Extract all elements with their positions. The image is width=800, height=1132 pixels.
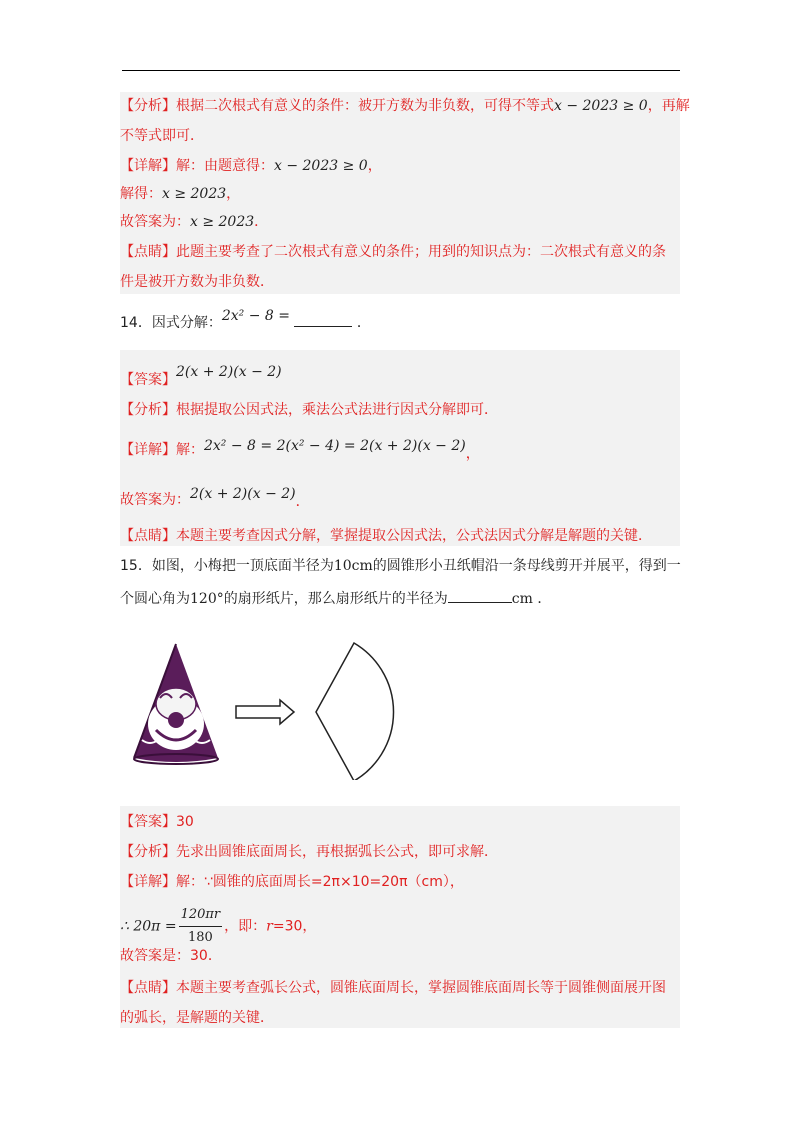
q15-stem-text-2: 的圆锥形小丑纸帽沿一条母线剪开并展平，得到一	[372, 558, 681, 574]
analysis-text-tail: ，再解	[647, 98, 690, 114]
analysis-tag: 【分析】	[120, 844, 176, 860]
q15-stem-text-3: 个圆心角为	[120, 591, 190, 607]
analysis-text: 先求出圆锥底面周长，再根据弧长公式，即可求解．	[176, 844, 498, 860]
q14-detail-line	[120, 436, 680, 462]
q15-comment-line-2: 的弧长，是解题的关键．	[120, 1010, 274, 1026]
fraction-numerator: 120πr	[179, 904, 223, 927]
q15-stem-end: ．	[537, 591, 552, 607]
detail-text: 解：	[176, 442, 204, 458]
q15-answer-line	[120, 812, 680, 832]
q13-detail-line	[120, 156, 680, 176]
q13-solve-line	[120, 184, 680, 204]
q15-equation-line	[120, 904, 680, 949]
solve-comma: ，	[226, 186, 241, 202]
q15-final-line: 故答案是：30．	[120, 948, 222, 964]
q14-stem-math: 2x² − 8 =	[221, 308, 290, 324]
analysis-text: 根据提取公因式法，乘法公式法进行因式分解即可．	[176, 402, 498, 418]
detail-tag: 【详解】	[120, 442, 176, 458]
answer-tag: 【答案】	[120, 814, 176, 830]
answer-blank	[294, 312, 352, 327]
comment-text: 本题主要考查因式分解，掌握提取公因式法，公式法因式分解是解题的关键．	[176, 528, 652, 544]
q15-analysis-line	[120, 842, 680, 862]
header-rule	[122, 70, 680, 71]
detail-comma: ，	[367, 158, 382, 174]
q15-stem-text: 15．如图，小梅把一顶底面半径为	[120, 558, 334, 574]
final-text: 故答案为：	[120, 492, 190, 508]
detail-math: x − 2023 ≥ 0	[274, 158, 368, 174]
cone-to-sector-figure	[130, 640, 420, 780]
eq-val: =30，	[272, 918, 317, 935]
final-end: ．	[295, 494, 310, 510]
q14-analysis-line	[120, 400, 680, 420]
q14-stem	[120, 308, 680, 333]
angle-value: 120°	[190, 591, 224, 607]
q14-final-line	[120, 484, 680, 510]
radius-value: 10cm	[333, 558, 373, 574]
eq-prefix: ∴ 20π =	[120, 918, 177, 935]
fraction-denominator: 180	[187, 930, 213, 945]
q13-comment-line-2: 件是被开方数为非负数．	[120, 274, 274, 290]
comment-tag: 【点睛】	[120, 528, 176, 544]
fraction	[179, 904, 223, 949]
q15-stem-line-1	[120, 556, 680, 576]
inequality: x − 2023 ≥ 0	[554, 98, 648, 114]
detail-text: 解：∵圆锥的底面周长=2π×10=20π（cm），	[176, 874, 464, 890]
q14-final-math: 2(x + 2)(x − 2)	[190, 486, 296, 502]
q15-stem-text-4: 的扇形纸片，那么扇形纸片的半径为	[223, 591, 448, 607]
detail-tag: 【详解】	[120, 158, 176, 174]
q14-answer-line	[120, 362, 680, 388]
q13-answer-line	[120, 212, 680, 232]
answer-blank	[448, 588, 512, 603]
clown-hat-icon	[134, 644, 218, 764]
solve-math: x ≥ 2023	[162, 186, 227, 202]
q15-comment-line	[120, 978, 680, 998]
q15-detail-line	[120, 872, 680, 892]
detail-text: 解：由题意得：	[176, 158, 274, 174]
unit-cm: cm	[511, 591, 533, 607]
sector-shape	[316, 643, 394, 780]
solve-text: 解得：	[120, 186, 162, 202]
eq-r: r	[266, 918, 273, 935]
q14-stem-text: 14．因式分解：	[120, 315, 222, 331]
comment-tag: 【点睛】	[120, 244, 176, 260]
q14-answer-math: 2(x + 2)(x − 2)	[176, 364, 282, 380]
answer-math: x ≥ 2023	[190, 214, 255, 230]
comment-text: 本题主要考查弧长公式，圆锥底面周长，掌握圆锥底面周长等于圆锥侧面展开图	[176, 980, 666, 996]
analysis-text: 根据二次根式有意义的条件：被开方数为非负数，可得不等式	[176, 98, 554, 114]
arrow-icon	[236, 700, 294, 724]
q14-comment-line	[120, 526, 680, 546]
analysis-tag: 【分析】	[120, 402, 176, 418]
detail-comma: ，	[465, 446, 480, 462]
q14-detail-math: 2x² − 8 = 2(x² − 4) = 2(x + 2)(x − 2)	[204, 438, 466, 454]
answer-text: 故答案为：	[120, 214, 190, 230]
q13-analysis-line-2: 不等式即可．	[120, 128, 204, 144]
comment-text: 此题主要考查了二次根式有意义的条件；用到的知识点为：二次根式有意义的条	[176, 244, 666, 260]
answer-end: ．	[254, 214, 269, 230]
detail-tag: 【详解】	[120, 874, 176, 890]
answer-tag: 【答案】	[120, 372, 176, 388]
answer-value: 30	[176, 814, 194, 830]
q15-stem-line-2	[120, 588, 680, 609]
q13-analysis-line	[120, 96, 690, 116]
analysis-tag: 【分析】	[120, 98, 176, 114]
q14-stem-end: ．	[356, 315, 371, 331]
q13-comment-line	[120, 242, 680, 262]
eq-mid: ，即：	[224, 918, 267, 935]
comment-tag: 【点睛】	[120, 980, 176, 996]
